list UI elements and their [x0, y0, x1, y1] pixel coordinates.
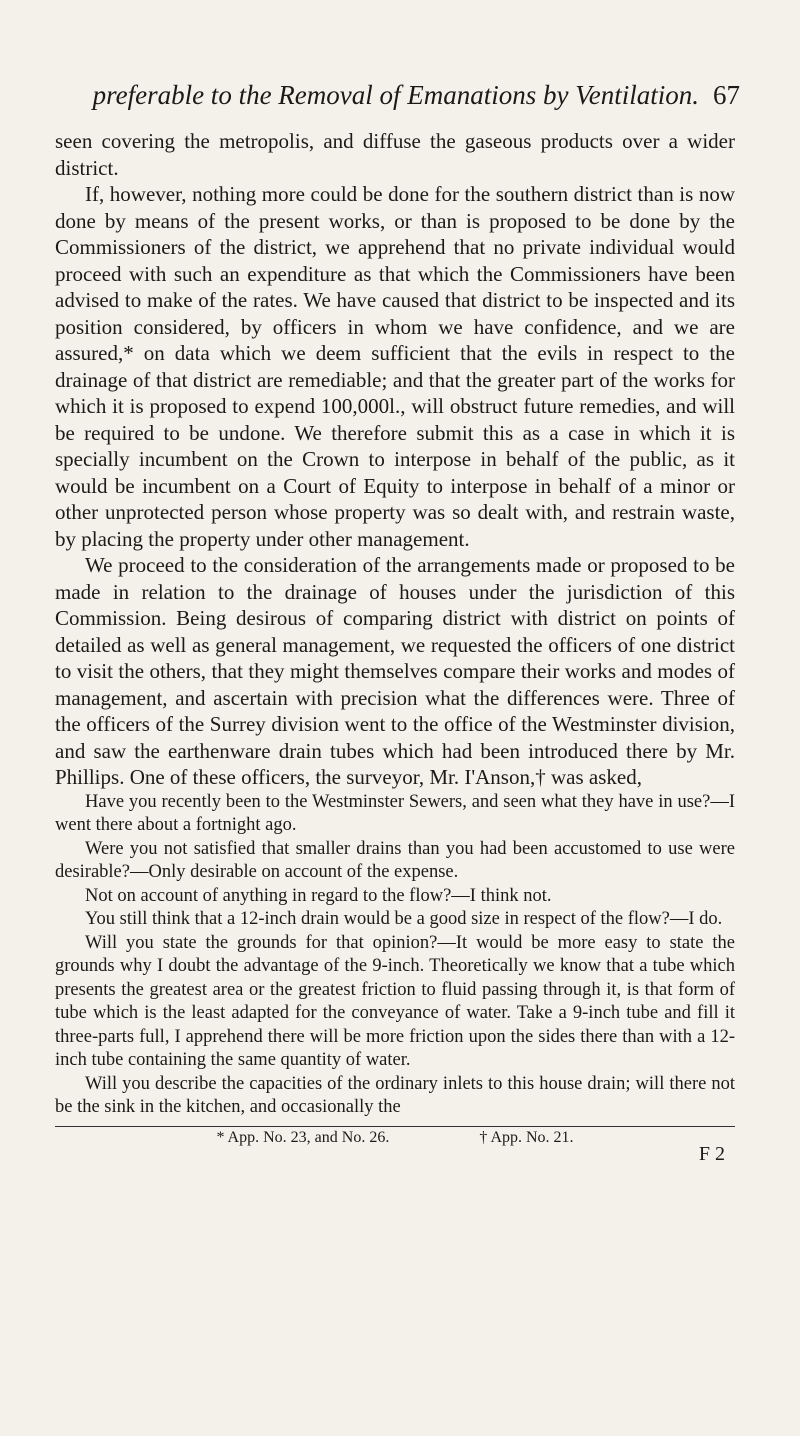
testimony-paragraph: Were you not satisfied that smaller drains than you had been accustomed to use were desirable?—Only desirable on account of the expense. — [55, 838, 735, 882]
testimony-paragraph: Have you recently been to the Westminster Sewers, and seen what they have in use?—I went there about a fortnight ago. — [55, 791, 735, 835]
header-title: preferable to the Removal of Emanations by Ventilation. — [92, 80, 699, 110]
testimony-paragraph: You still think that a 12-inch drain would be a good size in respect of the flow?—I do. — [85, 909, 723, 929]
testimony-paragraph: Not on account of anything in regard to the flow?—I think not. — [85, 885, 552, 906]
running-header — [0, 80, 740, 111]
page-body — [55, 128, 735, 1166]
paragraph: We proceed to the consideration of the arrangements made or proposed to be made in relation to the drainage of houses under the jurisdiction of this Commission. Being desirous of comparing district with district on points of detailed as well as general management, we requested the officers of one district to visit the others, that they might themselves compare their works and modes of management, and ascertain with precision what the differences were. Three of the officers of the Surrey division went to the office of the Westminster division, and saw the earthenware drain tubes which had been introduced there by Mr. Phillips. One of these officers, the surveyor, Mr. I'Anson,† was asked, — [55, 553, 735, 789]
testimony-paragraph: Will you describe the capacities of the ordinary inlets to this house drain; will there not be the sink in the kitchen, and occasionally the — [55, 1073, 735, 1117]
footnote-right: † App. No. 21. — [479, 1128, 574, 1146]
page-number: 67 — [713, 80, 740, 110]
footnote-rule — [55, 1126, 735, 1127]
signature-mark: F 2 — [698, 1142, 725, 1165]
footnote-left: * App. No. 23, and No. 26. — [216, 1128, 390, 1146]
paragraph: seen covering the metropolis, and diffuse the gaseous products over a wider district. — [55, 129, 735, 180]
testimony-paragraph: Will you state the grounds for that opinion?—It would be more easy to state the grounds why I doubt the advantage of the 9-inch. Theoretically we know that a tube which presents the greatest area or the greatest friction to fluid passing through it, is that form of tube which is the least adapted for the conveyance of water. Take a 9-inch tube and fill it three-parts full, I apprehend there will be more friction upon the sides there than with a 12-inch tube containing the same quantity of water. — [55, 932, 735, 1070]
paragraph: If, however, nothing more could be done for the southern district than is now done by means of the present works, or than is proposed to be done by the Commissioners of the district, we apprehend that no private individual would proceed with such an expenditure as that which the Commissioners have been advised to make of the rates. We have caused that district to be inspected and its position considered, by officers in whom we have confidence, and we are assured,* on data which we deem sufficient that the evils in respect to the drainage of that district are remediable; and that the greater part of the works for which it is proposed to expend 100,000l., will obstruct future remedies, and will be required to be undone. We therefore submit this as a case in which it is specially incumbent on the Crown to interpose in behalf of the public, as it would be incumbent on a Court of Equity to interpose in behalf of a minor or other unprotected person whose property was so dealt with, and restrain waste, by placing the property under other management. — [55, 182, 735, 551]
